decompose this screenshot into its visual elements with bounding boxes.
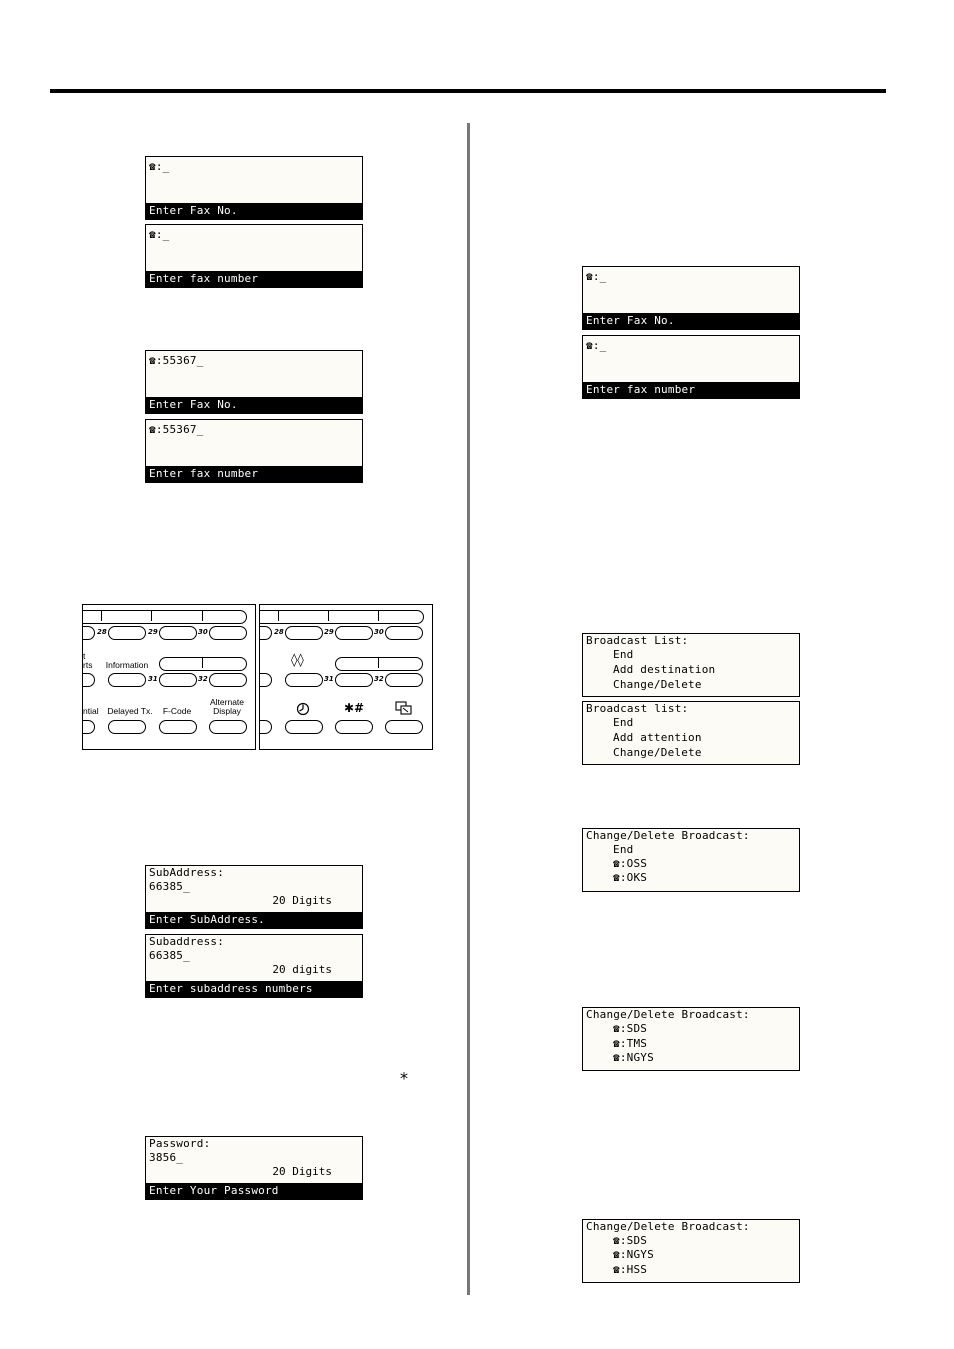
timer-key[interactable]	[285, 720, 323, 734]
lcd-menu-item: ☎:SDS	[613, 1022, 648, 1035]
lcd-title: Broadcast list:	[586, 702, 689, 715]
lcd-prompt-bar: Enter SubAddress.	[146, 912, 362, 928]
lcd-broadcast-list-2	[582, 701, 800, 765]
star-hash-icon: ✱#	[344, 701, 365, 715]
display-label: Display	[213, 706, 241, 716]
panel-tick	[328, 610, 329, 621]
lcd-prompt-bar: Enter fax number	[583, 382, 799, 398]
lcd-line: Password:	[149, 1137, 211, 1150]
lcd-change-delete-2	[582, 1007, 800, 1071]
one-touch-key-32[interactable]	[385, 673, 423, 687]
lcd-line: 66385_	[149, 880, 190, 893]
lcd-change-delete-1	[582, 828, 800, 892]
lcd-title: Change/Delete Broadcast:	[586, 1220, 750, 1233]
key-number: 32	[198, 675, 208, 683]
lcd-menu-item: ☎:SDS	[613, 1234, 648, 1247]
operation-panel-left	[82, 604, 256, 750]
information-key[interactable]	[108, 673, 146, 687]
key-number: 29	[324, 628, 334, 636]
lcd-title: Broadcast List:	[586, 634, 689, 647]
lcd-menu-item: End	[613, 843, 634, 856]
panel-slot	[159, 657, 247, 671]
f-code-key[interactable]	[159, 720, 197, 734]
one-touch-key-31[interactable]	[335, 673, 373, 687]
one-touch-key-30[interactable]	[209, 626, 247, 640]
one-touch-key-32[interactable]	[209, 673, 247, 687]
lcd-menu-item: Change/Delete	[613, 746, 702, 759]
lcd-menu-item: End	[613, 716, 634, 729]
key-number: 31	[148, 675, 158, 683]
header-rule	[50, 89, 886, 93]
lcd-menu-item: ☎:HSS	[613, 1263, 648, 1276]
panel-tick	[202, 610, 203, 621]
key-number: 28	[274, 628, 284, 636]
lcd-line: Subaddress:	[149, 935, 225, 948]
panel-slot	[335, 657, 423, 671]
lcd-password	[145, 1136, 363, 1200]
star-hash-key[interactable]	[335, 720, 373, 734]
delayed-tx-key[interactable]	[108, 720, 146, 734]
lcd-subaddress-2	[145, 934, 363, 998]
lcd-broadcast-list-1	[582, 633, 800, 697]
key-number: 32	[374, 675, 384, 683]
lcd-line: ☎:_	[149, 228, 170, 241]
lcd-prompt-bar: Enter subaddress numbers	[146, 981, 362, 997]
one-touch-key-30[interactable]	[385, 626, 423, 640]
key-number: 31	[324, 675, 334, 683]
column-divider	[467, 123, 470, 1295]
panel-button[interactable]	[82, 626, 95, 640]
lcd-fax-number-2	[145, 419, 363, 483]
lcd-prompt-bar: Enter fax number	[146, 466, 362, 482]
lcd-line: ☎:55367_	[149, 423, 204, 436]
lcd-change-delete-3	[582, 1219, 800, 1283]
f-code-label: F-Code	[162, 706, 192, 716]
lcd-menu-item: ☎:TMS	[613, 1037, 648, 1050]
alternate-label: Alternate	[209, 697, 245, 707]
lcd-menu-item: ☎:OKS	[613, 871, 648, 884]
key-number: 28	[97, 628, 107, 636]
lcd-prompt-bar: Enter Fax No.	[583, 313, 799, 329]
lcd-prompt-bar: Enter Fax No.	[146, 203, 362, 219]
one-touch-key-29[interactable]	[159, 626, 197, 640]
lcd-menu-item: ☎:NGYS	[613, 1248, 654, 1261]
lcd-menu-item: Add attention	[613, 731, 702, 744]
lcd-menu-item: Change/Delete	[613, 678, 702, 691]
panel-button[interactable]	[259, 626, 272, 640]
lcd-menu-item: Add destination	[613, 663, 716, 676]
key-number: 30	[374, 628, 384, 636]
panel-tick	[101, 610, 102, 621]
panel-tick	[202, 657, 203, 668]
panel-label-partial: t	[83, 651, 86, 661]
asterisk-symbol: ⁎	[400, 1064, 408, 1083]
key-number: 29	[148, 628, 158, 636]
lcd-digits-limit: 20 digits	[272, 963, 332, 976]
panel-button[interactable]	[82, 720, 95, 734]
copy-key[interactable]	[385, 720, 423, 734]
lcd-right-fax-entry-2	[582, 335, 800, 399]
panel-tick	[378, 610, 379, 621]
lcd-fax-number-1	[145, 350, 363, 414]
lcd-subaddress-1	[145, 865, 363, 929]
lcd-title: Change/Delete Broadcast:	[586, 829, 750, 842]
panel-tick	[378, 657, 379, 668]
alternate-display-key[interactable]	[209, 720, 247, 734]
lcd-fax-entry-1	[145, 156, 363, 220]
lcd-digits-limit: 20 Digits	[272, 894, 332, 907]
delayed-tx-label: Delayed Tx.	[107, 706, 153, 716]
one-touch-key-31[interactable]	[159, 673, 197, 687]
lcd-line: SubAddress:	[149, 866, 225, 879]
lcd-digits-limit: 20 Digits	[272, 1165, 332, 1178]
lcd-prompt-bar: Enter fax number	[146, 271, 362, 287]
panel-label-partial: rts	[83, 660, 93, 670]
panel-tick	[151, 610, 152, 621]
panel-button[interactable]	[82, 673, 95, 687]
one-touch-key-29[interactable]	[335, 626, 373, 640]
lcd-line: ☎:_	[149, 160, 170, 173]
diamond-icon: ◊◊	[291, 653, 304, 668]
copy-icon	[395, 701, 413, 716]
lcd-menu-item: ☎:NGYS	[613, 1051, 654, 1064]
lcd-prompt-bar: Enter Fax No.	[146, 397, 362, 413]
lcd-title: Change/Delete Broadcast:	[586, 1008, 750, 1021]
operation-panel-right	[259, 604, 433, 750]
panel-button[interactable]	[285, 673, 323, 687]
lcd-line: ☎:_	[586, 270, 607, 283]
lcd-right-fax-entry-1	[582, 266, 800, 330]
lcd-line: ☎:_	[586, 339, 607, 352]
panel-button[interactable]	[259, 720, 272, 734]
panel-slot	[259, 610, 424, 624]
lcd-fax-entry-2	[145, 224, 363, 288]
lcd-line: ☎:55367_	[149, 354, 204, 367]
lcd-menu-item: End	[613, 648, 634, 661]
one-touch-key-28[interactable]	[108, 626, 146, 640]
key-number: 30	[198, 628, 208, 636]
panel-button[interactable]	[259, 673, 272, 687]
lcd-menu-item: ☎:OSS	[613, 857, 648, 870]
lcd-line: 66385_	[149, 949, 190, 962]
panel-label-partial: ntial	[83, 706, 99, 716]
lcd-line: 3856_	[149, 1151, 184, 1164]
panel-tick	[278, 610, 279, 621]
panel-slot	[82, 610, 247, 624]
information-label: Information	[105, 660, 149, 670]
clock-icon	[296, 702, 310, 716]
one-touch-key-28[interactable]	[285, 626, 323, 640]
lcd-prompt-bar: Enter Your Password	[146, 1183, 362, 1199]
